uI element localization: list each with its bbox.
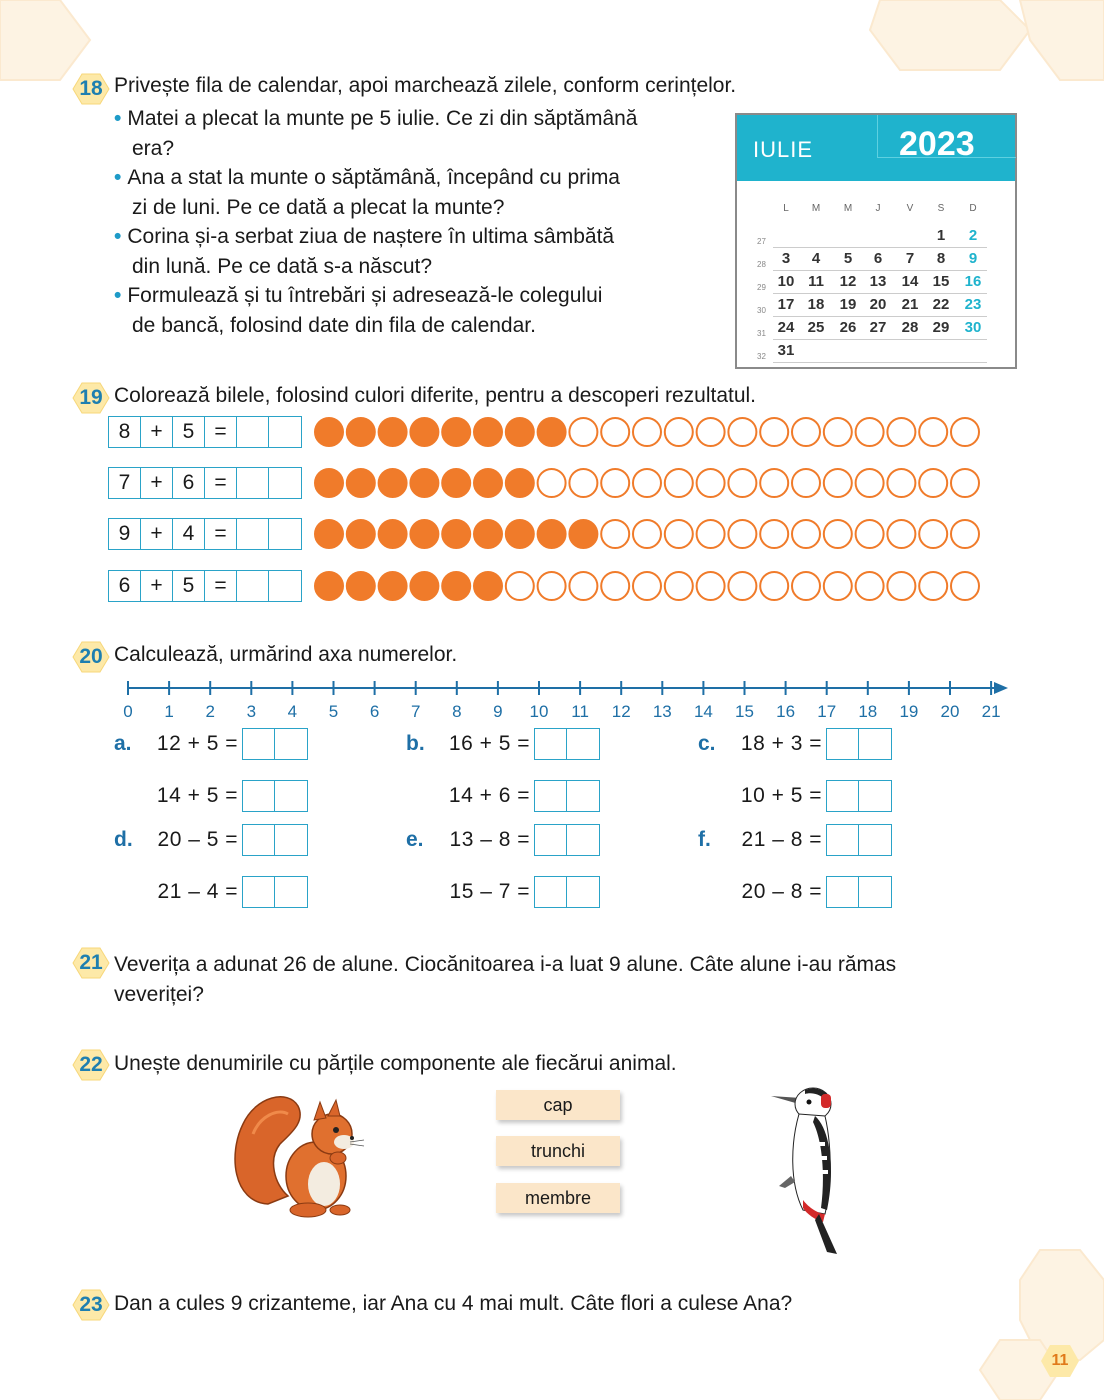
label-cap[interactable]: cap bbox=[496, 1090, 620, 1120]
ball-empty[interactable] bbox=[760, 520, 788, 548]
ball-filled[interactable] bbox=[410, 469, 438, 497]
answer-box[interactable] bbox=[534, 876, 600, 908]
ball-empty[interactable] bbox=[919, 418, 947, 446]
ball-empty[interactable] bbox=[601, 520, 629, 548]
ball-filled[interactable] bbox=[442, 572, 470, 600]
exercise-22-title: Unește denumirile cu părțile componente ale fiecărui animal. bbox=[114, 1052, 677, 1075]
calendar-week-number: 30 bbox=[757, 306, 766, 315]
ball-empty[interactable] bbox=[633, 469, 661, 497]
calc-line bbox=[114, 780, 308, 812]
equation-cell: 9 bbox=[109, 519, 141, 549]
calc-expression: 18 + 3 = bbox=[740, 732, 822, 755]
equation-cell: 7 bbox=[109, 468, 141, 498]
equation-cell: 8 bbox=[109, 417, 141, 447]
ball-empty[interactable] bbox=[951, 572, 979, 600]
calendar-day[interactable]: 19 bbox=[839, 296, 857, 313]
ball-empty[interactable] bbox=[760, 469, 788, 497]
exercise-20-title: Calculează, urmărind axa numerelor. bbox=[114, 643, 458, 666]
calendar-day[interactable]: 23 bbox=[964, 296, 982, 313]
ball-row bbox=[312, 415, 992, 449]
number-line-label: 2 bbox=[205, 702, 215, 721]
answer-cell[interactable] bbox=[535, 825, 567, 855]
equation-cell: 5 bbox=[173, 417, 205, 447]
calendar-year: 2023 bbox=[899, 125, 975, 163]
equation-box bbox=[108, 416, 302, 448]
label-membre[interactable]: membre bbox=[496, 1183, 620, 1213]
ball-filled[interactable] bbox=[569, 520, 597, 548]
ball-empty[interactable] bbox=[792, 469, 820, 497]
calc-line bbox=[698, 876, 892, 908]
calendar-day[interactable]: 16 bbox=[964, 273, 982, 290]
calendar-day[interactable]: 8 bbox=[936, 250, 946, 267]
answer-cell[interactable] bbox=[827, 877, 859, 907]
ball-empty[interactable] bbox=[856, 520, 884, 548]
equation-cell: = bbox=[205, 519, 237, 549]
ball-empty[interactable] bbox=[792, 520, 820, 548]
exercise-18-number: 18 bbox=[72, 72, 110, 106]
ball-filled[interactable] bbox=[315, 469, 343, 497]
number-line-label: 17 bbox=[817, 702, 837, 721]
exercise-19-title: Colorează bilele, folosind culori diferite, pentru a descoperi rezultatul. bbox=[114, 384, 757, 407]
ball-filled[interactable] bbox=[538, 418, 566, 446]
calendar-day[interactable]: 15 bbox=[932, 273, 950, 290]
calendar-row-line bbox=[773, 316, 987, 317]
ball-filled[interactable] bbox=[506, 418, 534, 446]
number-line-label: 15 bbox=[735, 702, 754, 721]
answer-box[interactable] bbox=[242, 876, 308, 908]
ball-empty[interactable] bbox=[951, 418, 979, 446]
ball-filled[interactable] bbox=[379, 469, 407, 497]
ball-empty[interactable] bbox=[887, 418, 915, 446]
answer-cell[interactable] bbox=[269, 519, 301, 549]
calendar-day[interactable]: 27 bbox=[869, 319, 887, 336]
number-line-label: 16 bbox=[776, 702, 796, 721]
calc-expression: 20 – 5 = bbox=[157, 828, 238, 851]
number-line-label: 14 bbox=[693, 702, 713, 721]
answer-cell[interactable] bbox=[237, 417, 269, 447]
exercise-18-title: Privește fila de calendar, apoi marchează zilele, conform cerințelor. bbox=[114, 74, 737, 97]
number-line-label: 11 bbox=[571, 702, 589, 721]
calendar-day[interactable]: 26 bbox=[839, 319, 857, 336]
calc-expression: 20 – 8 = bbox=[741, 880, 822, 903]
answer-box[interactable] bbox=[826, 780, 892, 812]
ball-filled[interactable] bbox=[474, 469, 502, 497]
calendar-day[interactable]: 22 bbox=[932, 296, 950, 313]
answer-cell[interactable] bbox=[237, 571, 269, 601]
answer-cell[interactable] bbox=[243, 825, 275, 855]
answer-cell[interactable] bbox=[269, 468, 301, 498]
calendar-day[interactable]: 29 bbox=[932, 319, 950, 336]
answer-box[interactable] bbox=[826, 876, 892, 908]
ball-filled[interactable] bbox=[315, 520, 343, 548]
ball-filled[interactable] bbox=[379, 418, 407, 446]
answer-cell[interactable] bbox=[275, 825, 307, 855]
calendar-row-line bbox=[773, 362, 987, 363]
calendar-day[interactable]: 6 bbox=[873, 250, 883, 267]
number-line-label: 19 bbox=[899, 702, 919, 721]
ball-empty[interactable] bbox=[538, 469, 566, 497]
calc-item-label: e. bbox=[406, 828, 424, 851]
answer-cell[interactable] bbox=[237, 519, 269, 549]
ball-empty[interactable] bbox=[951, 469, 979, 497]
equation-box bbox=[108, 467, 302, 499]
calc-line bbox=[114, 876, 308, 908]
calendar-week-number: 28 bbox=[757, 260, 766, 269]
ball-empty[interactable] bbox=[728, 520, 756, 548]
answer-box[interactable] bbox=[242, 824, 308, 856]
calc-line bbox=[698, 824, 892, 856]
answer-box[interactable] bbox=[826, 824, 892, 856]
calc-expression: 21 – 8 = bbox=[741, 828, 822, 851]
ball-filled[interactable] bbox=[506, 520, 534, 548]
equation-cell: = bbox=[205, 468, 237, 498]
equation-cell: + bbox=[141, 468, 173, 498]
calendar-day[interactable]: 21 bbox=[901, 296, 919, 313]
ex18-bullet-1: • Matei a plecat la munte pe 5 iulie. Ce zi din săptămână era? bbox=[114, 107, 638, 160]
ball-filled[interactable] bbox=[347, 469, 375, 497]
ball-filled[interactable] bbox=[410, 572, 438, 600]
ball-filled[interactable] bbox=[410, 520, 438, 548]
equation-box bbox=[108, 570, 302, 602]
calendar-week-number: 27 bbox=[757, 237, 766, 246]
calc-line bbox=[406, 824, 600, 856]
number-line-label: 21 bbox=[981, 702, 1001, 721]
calc-item-label: b. bbox=[406, 732, 425, 755]
ball-empty[interactable] bbox=[601, 469, 629, 497]
ball-empty[interactable] bbox=[856, 469, 884, 497]
ball-empty[interactable] bbox=[919, 520, 947, 548]
answer-cell[interactable] bbox=[567, 877, 599, 907]
calendar-day[interactable]: 1 bbox=[936, 227, 946, 244]
calc-expression: 21 – 4 = bbox=[157, 880, 238, 903]
exercise-19-number: 19 bbox=[72, 381, 110, 415]
answer-cell[interactable] bbox=[275, 877, 307, 907]
calendar-row-line bbox=[773, 270, 987, 271]
ball-empty[interactable] bbox=[538, 572, 566, 600]
ball-empty[interactable] bbox=[760, 572, 788, 600]
calendar-weekday-header: D bbox=[969, 203, 977, 214]
equation-cell: = bbox=[205, 571, 237, 601]
number-line-label: 3 bbox=[246, 702, 257, 721]
answer-box[interactable] bbox=[242, 728, 308, 760]
label-trunchi[interactable]: trunchi bbox=[496, 1136, 620, 1166]
calendar-day[interactable]: 9 bbox=[968, 250, 978, 267]
calendar-day[interactable]: 2 bbox=[968, 227, 978, 244]
answer-cell[interactable] bbox=[243, 781, 275, 811]
calc-item-label: a. bbox=[114, 732, 132, 755]
number-line-label: 8 bbox=[452, 702, 462, 721]
ball-filled[interactable] bbox=[315, 572, 343, 600]
number-line-arrow bbox=[994, 682, 1008, 694]
ball-empty[interactable] bbox=[856, 418, 884, 446]
number-line-label: 9 bbox=[493, 702, 503, 721]
calendar-weekday-header: M bbox=[811, 203, 821, 214]
answer-cell[interactable] bbox=[567, 781, 599, 811]
calc-line bbox=[406, 876, 600, 908]
ball-filled[interactable] bbox=[474, 572, 502, 600]
calc-item-label: c. bbox=[698, 732, 716, 755]
calendar-day[interactable]: 17 bbox=[777, 296, 795, 313]
calc-line bbox=[698, 728, 892, 760]
calendar-weekday-header: L bbox=[783, 203, 789, 214]
ball-empty[interactable] bbox=[887, 572, 915, 600]
calendar-day[interactable]: 14 bbox=[901, 273, 919, 290]
calc-line bbox=[406, 780, 600, 812]
exercise-23-title: Dan a cules 9 crizanteme, iar Ana cu 4 mai mult. Câte flori a culese Ana? bbox=[114, 1292, 793, 1315]
exercise-22-number: 22 bbox=[72, 1048, 110, 1082]
answer-cell[interactable] bbox=[535, 729, 567, 759]
ball-empty[interactable] bbox=[665, 572, 693, 600]
ball-filled[interactable] bbox=[442, 418, 470, 446]
calendar-row-line bbox=[773, 293, 987, 294]
answer-cell[interactable] bbox=[275, 729, 307, 759]
answer-cell[interactable] bbox=[567, 825, 599, 855]
number-line-label: 18 bbox=[858, 702, 878, 721]
page-number: 11 bbox=[1051, 1352, 1069, 1369]
equation-box bbox=[108, 518, 302, 550]
equation-cell: 6 bbox=[109, 571, 141, 601]
calc-line bbox=[406, 728, 600, 760]
calendar-day[interactable]: 7 bbox=[905, 250, 915, 267]
ball-row bbox=[312, 569, 992, 603]
ball-empty[interactable] bbox=[760, 418, 788, 446]
calc-line bbox=[114, 824, 308, 856]
ball-empty[interactable] bbox=[569, 469, 597, 497]
ball-empty[interactable] bbox=[665, 418, 693, 446]
ball-empty[interactable] bbox=[697, 469, 725, 497]
calendar-day[interactable]: 24 bbox=[777, 319, 795, 336]
ball-filled[interactable] bbox=[379, 520, 407, 548]
ball-empty[interactable] bbox=[506, 572, 534, 600]
squirrel-illustration bbox=[228, 1084, 368, 1220]
ball-empty[interactable] bbox=[601, 572, 629, 600]
number-line-label: 1 bbox=[164, 702, 174, 721]
number-line-label: 7 bbox=[410, 702, 421, 721]
ball-filled[interactable] bbox=[442, 520, 470, 548]
answer-box[interactable] bbox=[242, 780, 308, 812]
ex18-bullet-4: • Formulează și tu întrebări și adresează-le colegului de bancă, folosind date din fila de calendar. bbox=[114, 284, 603, 337]
calendar-day[interactable]: 25 bbox=[807, 319, 825, 336]
ball-empty[interactable] bbox=[919, 572, 947, 600]
calendar-week-number: 32 bbox=[757, 352, 766, 361]
calc-line bbox=[114, 728, 308, 760]
exercise-21-text: Veverița a adunat 26 de alune. Ciocănitoarea i-a luat 9 alune. Câte alune i-au rămas veveriței? bbox=[114, 953, 897, 1006]
equation-cell: + bbox=[141, 417, 173, 447]
ball-empty[interactable] bbox=[569, 572, 597, 600]
answer-cell[interactable] bbox=[567, 729, 599, 759]
ball-empty[interactable] bbox=[728, 469, 756, 497]
calendar-week-number: 31 bbox=[757, 329, 766, 338]
answer-cell[interactable] bbox=[859, 877, 891, 907]
ball-empty[interactable] bbox=[601, 418, 629, 446]
number-line-label: 0 bbox=[123, 702, 133, 721]
ball-filled[interactable] bbox=[538, 520, 566, 548]
number-line-label: 13 bbox=[652, 702, 672, 721]
ball-row bbox=[312, 517, 992, 551]
calc-expression: 13 – 8 = bbox=[449, 828, 530, 851]
calendar-day[interactable]: 28 bbox=[901, 319, 919, 336]
answer-cell[interactable] bbox=[269, 417, 301, 447]
answer-cell[interactable] bbox=[243, 729, 275, 759]
ball-empty[interactable] bbox=[665, 469, 693, 497]
equation-cell: 5 bbox=[173, 571, 205, 601]
answer-cell[interactable] bbox=[827, 825, 859, 855]
ball-empty[interactable] bbox=[633, 572, 661, 600]
number-line-label: 10 bbox=[529, 702, 549, 721]
ball-empty[interactable] bbox=[728, 418, 756, 446]
answer-cell[interactable] bbox=[859, 729, 891, 759]
ball-empty[interactable] bbox=[824, 469, 852, 497]
ball-empty[interactable] bbox=[697, 572, 725, 600]
exercise-21-number: 21 bbox=[72, 946, 110, 980]
calc-expression: 16 + 5 = bbox=[448, 732, 530, 755]
ball-empty[interactable] bbox=[792, 418, 820, 446]
ball-empty[interactable] bbox=[633, 418, 661, 446]
calendar-weekday-header: J bbox=[875, 203, 881, 214]
number-line-label: 4 bbox=[287, 702, 298, 721]
answer-cell[interactable] bbox=[243, 877, 275, 907]
calc-item-label: f. bbox=[698, 828, 711, 851]
calendar-day[interactable]: 4 bbox=[811, 250, 821, 267]
ball-filled[interactable] bbox=[347, 572, 375, 600]
calendar-row-line bbox=[773, 339, 987, 340]
answer-box[interactable] bbox=[534, 824, 600, 856]
number-line-label: 12 bbox=[611, 702, 631, 721]
ex18-bullet-2: • Ana a stat la munte o săptămână, începând cu prima zi de luni. Pe ce dată a plecat la munte? bbox=[114, 166, 620, 219]
ex18-bullet-3: • Corina și-a serbat ziua de naștere în ultima sâmbătă din lună. Pe ce dată s-a născut? bbox=[114, 225, 615, 278]
calc-item-label: d. bbox=[114, 828, 133, 851]
answer-cell[interactable] bbox=[535, 781, 567, 811]
calendar-day[interactable]: 12 bbox=[839, 273, 857, 290]
calc-expression: 15 – 7 = bbox=[449, 880, 530, 903]
calendar-day[interactable]: 11 bbox=[808, 273, 824, 290]
ball-empty[interactable] bbox=[824, 418, 852, 446]
ball-filled[interactable] bbox=[347, 418, 375, 446]
ball-filled[interactable] bbox=[474, 418, 502, 446]
calc-line bbox=[698, 780, 892, 812]
calendar-weekday-header: S bbox=[937, 203, 945, 214]
equation-cell: + bbox=[141, 519, 173, 549]
ball-empty[interactable] bbox=[728, 572, 756, 600]
answer-cell[interactable] bbox=[859, 825, 891, 855]
ball-empty[interactable] bbox=[569, 418, 597, 446]
calendar-weekday-header: M bbox=[843, 203, 853, 214]
answer-box[interactable] bbox=[534, 780, 600, 812]
calendar bbox=[735, 113, 1017, 369]
answer-cell[interactable] bbox=[827, 781, 859, 811]
calendar-month: IULIE bbox=[753, 137, 814, 162]
ball-empty[interactable] bbox=[697, 418, 725, 446]
equation-cell: 4 bbox=[173, 519, 205, 549]
exercise-23-number: 23 bbox=[72, 1288, 110, 1322]
woodpecker-illustration bbox=[765, 1082, 855, 1254]
answer-cell[interactable] bbox=[269, 571, 301, 601]
calendar-row-line bbox=[773, 247, 987, 248]
answer-cell[interactable] bbox=[859, 781, 891, 811]
calendar-day[interactable]: 18 bbox=[807, 296, 825, 313]
calendar-day[interactable]: 3 bbox=[781, 250, 791, 267]
ball-empty[interactable] bbox=[792, 572, 820, 600]
ball-empty[interactable] bbox=[919, 469, 947, 497]
calc-expression: 10 + 5 = bbox=[740, 784, 822, 807]
ball-filled[interactable] bbox=[347, 520, 375, 548]
number-line-label: 6 bbox=[369, 702, 380, 721]
ball-empty[interactable] bbox=[856, 572, 884, 600]
ball-filled[interactable] bbox=[315, 418, 343, 446]
ball-filled[interactable] bbox=[506, 469, 534, 497]
equation-cell: 6 bbox=[173, 468, 205, 498]
ball-empty[interactable] bbox=[887, 469, 915, 497]
answer-cell[interactable] bbox=[275, 781, 307, 811]
ball-filled[interactable] bbox=[379, 572, 407, 600]
calc-expression: 14 + 6 = bbox=[448, 784, 530, 807]
answer-box[interactable] bbox=[534, 728, 600, 760]
answer-box[interactable] bbox=[826, 728, 892, 760]
answer-cell[interactable] bbox=[237, 468, 269, 498]
answer-cell[interactable] bbox=[827, 729, 859, 759]
number-line-label: 20 bbox=[940, 702, 960, 721]
ball-filled[interactable] bbox=[442, 469, 470, 497]
number-line bbox=[110, 676, 1030, 726]
calendar-day[interactable]: 20 bbox=[869, 296, 887, 313]
calendar-day[interactable]: 13 bbox=[869, 273, 887, 290]
ball-row bbox=[312, 466, 992, 500]
ball-filled[interactable] bbox=[410, 418, 438, 446]
ball-filled[interactable] bbox=[474, 520, 502, 548]
ball-empty[interactable] bbox=[633, 520, 661, 548]
calendar-day[interactable]: 31 bbox=[777, 342, 795, 359]
calc-expression: 12 + 5 = bbox=[156, 732, 238, 755]
calc-expression: 14 + 5 = bbox=[156, 784, 238, 807]
equation-cell: = bbox=[205, 417, 237, 447]
ball-empty[interactable] bbox=[887, 520, 915, 548]
answer-cell[interactable] bbox=[535, 877, 567, 907]
calendar-weekday-header: V bbox=[906, 203, 914, 214]
ball-empty[interactable] bbox=[824, 572, 852, 600]
page-number-badge bbox=[1040, 1343, 1080, 1379]
calendar-week-number: 29 bbox=[757, 283, 766, 292]
ball-empty[interactable] bbox=[824, 520, 852, 548]
exercise-20-number: 20 bbox=[72, 640, 110, 674]
calendar-day[interactable]: 30 bbox=[964, 319, 982, 336]
ball-empty[interactable] bbox=[951, 520, 979, 548]
calendar-day[interactable]: 5 bbox=[843, 250, 853, 267]
number-line-label: 5 bbox=[328, 702, 339, 721]
equation-cell: + bbox=[141, 571, 173, 601]
ball-empty[interactable] bbox=[665, 520, 693, 548]
calendar-day[interactable]: 10 bbox=[777, 273, 795, 290]
ball-empty[interactable] bbox=[697, 520, 725, 548]
